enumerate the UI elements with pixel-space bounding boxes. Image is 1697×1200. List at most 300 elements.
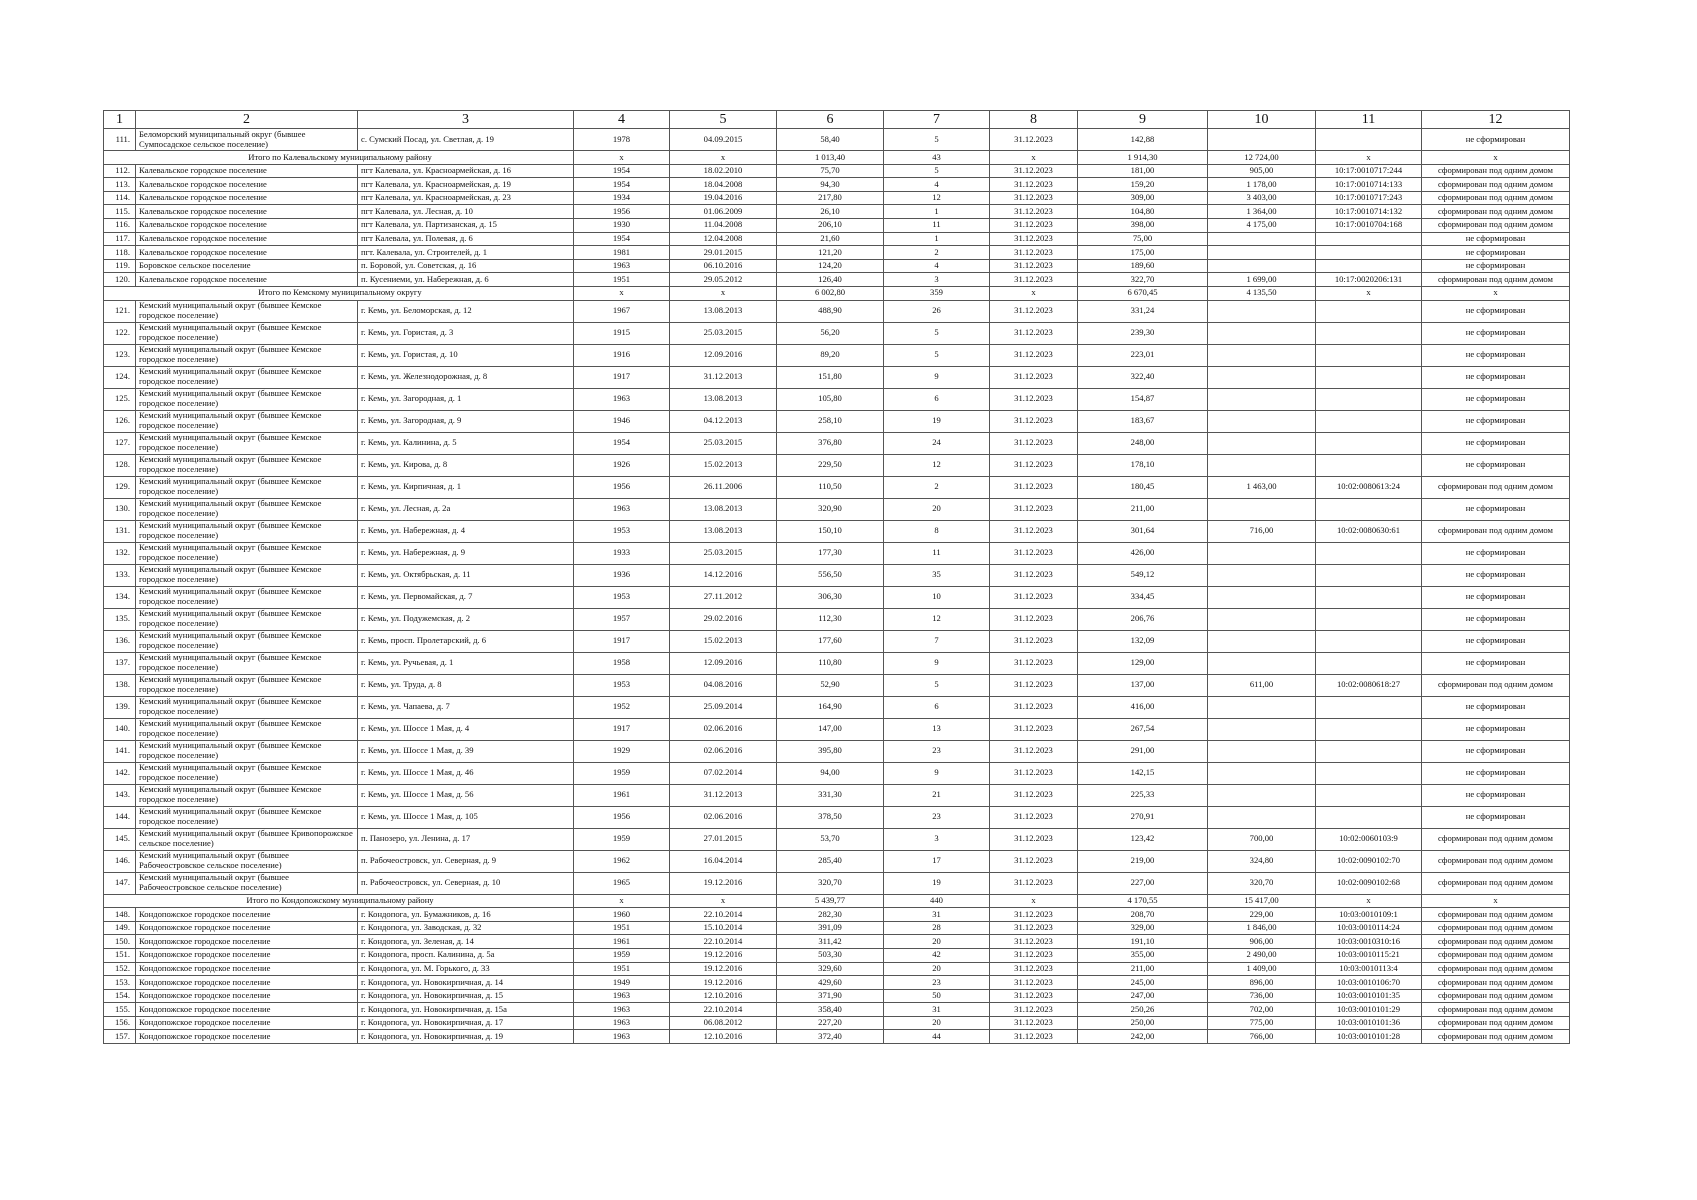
municipality-cell: Кондопожское городское поселение <box>136 1003 358 1017</box>
value-cell: 270,91 <box>1078 806 1208 828</box>
area-cell: 110,80 <box>777 652 884 674</box>
residents-cell: 35 <box>884 564 990 586</box>
year-cell: 1916 <box>574 344 670 366</box>
area-cell: 52,90 <box>777 674 884 696</box>
land-status-cell: не сформирован <box>1422 740 1570 762</box>
date-cell: 18.02.2010 <box>670 164 777 178</box>
municipality-cell: Кондопожское городское поселение <box>136 948 358 962</box>
municipality-cell: Кемский муниципальный округ (бывшее Кемское городское поселение) <box>136 652 358 674</box>
date-cell: 19.12.2016 <box>670 962 777 976</box>
row-number-cell: 140. <box>104 718 136 740</box>
planned-date-cell: 31.12.2023 <box>990 366 1078 388</box>
area-cell: 21,60 <box>777 232 884 246</box>
subtotal-cell: 43 <box>884 151 990 165</box>
address-cell: г. Кондопога, ул. Новокирпичная, д. 19 <box>358 1030 574 1044</box>
municipality-cell: Калевальское городское поселение <box>136 191 358 205</box>
planned-date-cell: 31.12.2023 <box>990 586 1078 608</box>
area-cell: 331,30 <box>777 784 884 806</box>
address-cell: пгт Калевала, ул. Партизанская, д. 15 <box>358 218 574 232</box>
address-cell: г. Кемь, ул. Загородная, д. 1 <box>358 388 574 410</box>
area-cell: 206,10 <box>777 218 884 232</box>
land-status-cell: не сформирован <box>1422 696 1570 718</box>
row-number-cell: 142. <box>104 762 136 784</box>
residents-cell: 50 <box>884 989 990 1003</box>
column-header: 6 <box>777 111 884 129</box>
planned-date-cell: 31.12.2023 <box>990 608 1078 630</box>
municipality-cell: Кемский муниципальный округ (бывшее Кемское городское поселение) <box>136 322 358 344</box>
area-cell: 306,30 <box>777 586 884 608</box>
planned-date-cell: 31.12.2023 <box>990 1016 1078 1030</box>
row-number-cell: 135. <box>104 608 136 630</box>
cadastral-number-cell: 10:02:0080630:61 <box>1316 520 1422 542</box>
address-cell: г. Кемь, ул. Набережная, д. 9 <box>358 542 574 564</box>
planned-date-cell: 31.12.2023 <box>990 164 1078 178</box>
land-area-cell: 1 178,00 <box>1208 178 1316 192</box>
land-area-cell: 896,00 <box>1208 976 1316 990</box>
subtotal-cell: 359 <box>884 286 990 300</box>
cadastral-number-cell <box>1316 542 1422 564</box>
table-row <box>104 718 1570 740</box>
land-status-cell: не сформирован <box>1422 246 1570 260</box>
municipality-cell: Калевальское городское поселение <box>136 218 358 232</box>
land-area-cell <box>1208 542 1316 564</box>
municipality-cell: Кемский муниципальный округ (бывшее Кемское городское поселение) <box>136 674 358 696</box>
value-cell: 355,00 <box>1078 948 1208 962</box>
table-row <box>104 976 1570 990</box>
date-cell: 27.11.2012 <box>670 586 777 608</box>
land-area-cell: 324,80 <box>1208 850 1316 872</box>
municipality-cell: Кондопожское городское поселение <box>136 935 358 949</box>
year-cell: 1952 <box>574 696 670 718</box>
year-cell: 1978 <box>574 129 670 151</box>
value-cell: 123,42 <box>1078 828 1208 850</box>
date-cell: 19.12.2016 <box>670 872 777 894</box>
residents-cell: 19 <box>884 872 990 894</box>
row-number-cell: 157. <box>104 1030 136 1044</box>
value-cell: 242,00 <box>1078 1030 1208 1044</box>
address-cell: г. Кемь, ул. Набережная, д. 4 <box>358 520 574 542</box>
year-cell: 1963 <box>574 989 670 1003</box>
planned-date-cell: 31.12.2023 <box>990 989 1078 1003</box>
value-cell: 75,00 <box>1078 232 1208 246</box>
land-status-cell: не сформирован <box>1422 366 1570 388</box>
land-status-cell: не сформирован <box>1422 564 1570 586</box>
table-row <box>104 674 1570 696</box>
subtotal-label: Итого по Кондопожскому муниципальному району <box>104 894 574 908</box>
residents-cell: 31 <box>884 1003 990 1017</box>
row-number-cell: 137. <box>104 652 136 674</box>
value-cell: 223,01 <box>1078 344 1208 366</box>
column-header: 12 <box>1422 111 1570 129</box>
residents-cell: 5 <box>884 129 990 151</box>
land-status-cell: сформирован под одним домом <box>1422 948 1570 962</box>
municipality-cell: Кемский муниципальный округ (бывшее Кемское городское поселение) <box>136 498 358 520</box>
area-cell: 177,30 <box>777 542 884 564</box>
planned-date-cell: 31.12.2023 <box>990 674 1078 696</box>
area-cell: 429,60 <box>777 976 884 990</box>
land-area-cell: 3 403,00 <box>1208 191 1316 205</box>
land-status-cell: сформирован под одним домом <box>1422 1030 1570 1044</box>
table-row <box>104 178 1570 192</box>
municipality-cell: Кемский муниципальный округ (бывшее Рабочеостровское сельское поселение) <box>136 850 358 872</box>
table-row <box>104 454 1570 476</box>
cadastral-number-cell <box>1316 432 1422 454</box>
table-row <box>104 806 1570 828</box>
land-status-cell: сформирован под одним домом <box>1422 908 1570 922</box>
year-cell: 1956 <box>574 806 670 828</box>
date-cell: 12.10.2016 <box>670 1030 777 1044</box>
row-number-cell: 144. <box>104 806 136 828</box>
table-row <box>104 586 1570 608</box>
residents-cell: 20 <box>884 962 990 976</box>
land-area-cell <box>1208 806 1316 828</box>
planned-date-cell: 31.12.2023 <box>990 273 1078 287</box>
area-cell: 329,60 <box>777 962 884 976</box>
land-status-cell: не сформирован <box>1422 322 1570 344</box>
address-cell: г. Кондопога, ул. Новокирпичная, д. 14 <box>358 976 574 990</box>
residents-cell: 20 <box>884 1016 990 1030</box>
date-cell: 31.12.2013 <box>670 366 777 388</box>
residents-cell: 3 <box>884 273 990 287</box>
land-area-cell: 1 699,00 <box>1208 273 1316 287</box>
area-cell: 229,50 <box>777 454 884 476</box>
land-area-cell <box>1208 410 1316 432</box>
area-cell: 150,10 <box>777 520 884 542</box>
table-row <box>104 921 1570 935</box>
cadastral-number-cell: 10:03:0010101:28 <box>1316 1030 1422 1044</box>
area-cell: 217,80 <box>777 191 884 205</box>
table-row <box>104 218 1570 232</box>
cadastral-number-cell: 10:17:0010714:133 <box>1316 178 1422 192</box>
year-cell: 1981 <box>574 246 670 260</box>
date-cell: 29.05.2012 <box>670 273 777 287</box>
table-row <box>104 608 1570 630</box>
land-status-cell: сформирован под одним домом <box>1422 191 1570 205</box>
value-cell: 426,00 <box>1078 542 1208 564</box>
table-row <box>104 366 1570 388</box>
value-cell: 159,20 <box>1078 178 1208 192</box>
residents-cell: 9 <box>884 652 990 674</box>
municipality-cell: Кемский муниципальный округ (бывшее Кемское городское поселение) <box>136 762 358 784</box>
row-number-cell: 129. <box>104 476 136 498</box>
address-cell: г. Кондопога, ул. Зеленая, д. 14 <box>358 935 574 949</box>
area-cell: 358,40 <box>777 1003 884 1017</box>
land-status-cell: не сформирован <box>1422 388 1570 410</box>
address-cell: г. Кемь, ул. Шоссе 1 Мая, д. 56 <box>358 784 574 806</box>
address-cell: г. Кемь, ул. Шоссе 1 Мая, д. 4 <box>358 718 574 740</box>
area-cell: 151,80 <box>777 366 884 388</box>
year-cell: 1954 <box>574 164 670 178</box>
subtotal-cell: x <box>1422 894 1570 908</box>
land-area-cell <box>1208 129 1316 151</box>
land-status-cell: не сформирован <box>1422 259 1570 273</box>
area-cell: 320,90 <box>777 498 884 520</box>
date-cell: 07.02.2014 <box>670 762 777 784</box>
year-cell: 1934 <box>574 191 670 205</box>
subtotal-label: Итого по Калевальскому муниципальному району <box>104 151 574 165</box>
planned-date-cell: 31.12.2023 <box>990 454 1078 476</box>
land-area-cell: 702,00 <box>1208 1003 1316 1017</box>
table-row <box>104 232 1570 246</box>
row-number-cell: 125. <box>104 388 136 410</box>
year-cell: 1936 <box>574 564 670 586</box>
planned-date-cell: 31.12.2023 <box>990 921 1078 935</box>
area-cell: 320,70 <box>777 872 884 894</box>
row-number-cell: 132. <box>104 542 136 564</box>
land-area-cell: 320,70 <box>1208 872 1316 894</box>
housing-table <box>103 110 1570 1044</box>
land-status-cell: не сформирован <box>1422 129 1570 151</box>
planned-date-cell: 31.12.2023 <box>990 762 1078 784</box>
municipality-cell: Кемский муниципальный округ (бывшее Кемское городское поселение) <box>136 476 358 498</box>
planned-date-cell: 31.12.2023 <box>990 1003 1078 1017</box>
planned-date-cell: 31.12.2023 <box>990 828 1078 850</box>
area-cell: 227,20 <box>777 1016 884 1030</box>
planned-date-cell: 31.12.2023 <box>990 520 1078 542</box>
residents-cell: 11 <box>884 218 990 232</box>
cadastral-number-cell <box>1316 564 1422 586</box>
row-number-cell: 150. <box>104 935 136 949</box>
residents-cell: 2 <box>884 246 990 260</box>
date-cell: 22.10.2014 <box>670 908 777 922</box>
cadastral-number-cell <box>1316 232 1422 246</box>
date-cell: 15.02.2013 <box>670 630 777 652</box>
year-cell: 1961 <box>574 935 670 949</box>
subtotal-cell: x <box>1422 286 1570 300</box>
value-cell: 211,00 <box>1078 962 1208 976</box>
year-cell: 1949 <box>574 976 670 990</box>
subtotal-row <box>104 894 1570 908</box>
column-header: 1 <box>104 111 136 129</box>
area-cell: 378,50 <box>777 806 884 828</box>
land-area-cell: 4 175,00 <box>1208 218 1316 232</box>
column-header: 9 <box>1078 111 1208 129</box>
residents-cell: 24 <box>884 432 990 454</box>
planned-date-cell: 31.12.2023 <box>990 300 1078 322</box>
address-cell: г. Кемь, ул. Железнодорожная, д. 8 <box>358 366 574 388</box>
area-cell: 53,70 <box>777 828 884 850</box>
planned-date-cell: 31.12.2023 <box>990 246 1078 260</box>
municipality-cell: Кондопожское городское поселение <box>136 976 358 990</box>
table-row <box>104 191 1570 205</box>
area-cell: 395,80 <box>777 740 884 762</box>
date-cell: 18.04.2008 <box>670 178 777 192</box>
municipality-cell: Кемский муниципальный округ (бывшее Кемское городское поселение) <box>136 344 358 366</box>
area-cell: 58,40 <box>777 129 884 151</box>
municipality-cell: Кемский муниципальный округ (бывшее Кемское городское поселение) <box>136 630 358 652</box>
land-status-cell: не сформирован <box>1422 498 1570 520</box>
value-cell: 247,00 <box>1078 989 1208 1003</box>
table-row <box>104 989 1570 1003</box>
land-area-cell <box>1208 388 1316 410</box>
date-cell: 04.09.2015 <box>670 129 777 151</box>
municipality-cell: Кемский муниципальный округ (бывшее Кемское городское поселение) <box>136 542 358 564</box>
year-cell: 1946 <box>574 410 670 432</box>
address-cell: п. Кусениеми, ул. Набережная, д. 6 <box>358 273 574 287</box>
date-cell: 12.09.2016 <box>670 652 777 674</box>
municipality-cell: Калевальское городское поселение <box>136 273 358 287</box>
cadastral-number-cell <box>1316 696 1422 718</box>
table-row <box>104 410 1570 432</box>
residents-cell: 44 <box>884 1030 990 1044</box>
municipality-cell: Кемский муниципальный округ (бывшее Кемское городское поселение) <box>136 696 358 718</box>
value-cell: 549,12 <box>1078 564 1208 586</box>
column-header: 7 <box>884 111 990 129</box>
residents-cell: 9 <box>884 366 990 388</box>
land-area-cell: 906,00 <box>1208 935 1316 949</box>
value-cell: 175,00 <box>1078 246 1208 260</box>
date-cell: 15.02.2013 <box>670 454 777 476</box>
cadastral-number-cell: 10:03:0010101:35 <box>1316 989 1422 1003</box>
residents-cell: 42 <box>884 948 990 962</box>
year-cell: 1963 <box>574 388 670 410</box>
date-cell: 25.03.2015 <box>670 432 777 454</box>
subtotal-cell: x <box>574 894 670 908</box>
date-cell: 15.10.2014 <box>670 921 777 935</box>
residents-cell: 2 <box>884 476 990 498</box>
cadastral-number-cell <box>1316 344 1422 366</box>
value-cell: 416,00 <box>1078 696 1208 718</box>
municipality-cell: Кондопожское городское поселение <box>136 921 358 935</box>
land-area-cell <box>1208 630 1316 652</box>
value-cell: 329,00 <box>1078 921 1208 935</box>
year-cell: 1917 <box>574 366 670 388</box>
residents-cell: 5 <box>884 164 990 178</box>
value-cell: 189,60 <box>1078 259 1208 273</box>
year-cell: 1963 <box>574 1030 670 1044</box>
residents-cell: 19 <box>884 410 990 432</box>
table-row <box>104 1016 1570 1030</box>
value-cell: 225,33 <box>1078 784 1208 806</box>
area-cell: 89,20 <box>777 344 884 366</box>
subtotal-cell: 4 135,50 <box>1208 286 1316 300</box>
planned-date-cell: 31.12.2023 <box>990 976 1078 990</box>
cadastral-number-cell <box>1316 740 1422 762</box>
municipality-cell: Кондопожское городское поселение <box>136 908 358 922</box>
subtotal-cell: 440 <box>884 894 990 908</box>
year-cell: 1954 <box>574 232 670 246</box>
row-number-cell: 124. <box>104 366 136 388</box>
value-cell: 211,00 <box>1078 498 1208 520</box>
cadastral-number-cell: 10:02:0080618:27 <box>1316 674 1422 696</box>
planned-date-cell: 31.12.2023 <box>990 784 1078 806</box>
planned-date-cell: 31.12.2023 <box>990 962 1078 976</box>
municipality-cell: Боровское сельское поселение <box>136 259 358 273</box>
table-row <box>104 246 1570 260</box>
value-cell: 219,00 <box>1078 850 1208 872</box>
row-number-cell: 113. <box>104 178 136 192</box>
year-cell: 1967 <box>574 300 670 322</box>
cadastral-number-cell <box>1316 129 1422 151</box>
cadastral-number-cell <box>1316 322 1422 344</box>
land-status-cell: не сформирован <box>1422 542 1570 564</box>
column-header: 5 <box>670 111 777 129</box>
area-cell: 121,20 <box>777 246 884 260</box>
row-number-cell: 118. <box>104 246 136 260</box>
residents-cell: 12 <box>884 454 990 476</box>
table-row <box>104 762 1570 784</box>
table-row <box>104 344 1570 366</box>
address-cell: п. Рабочеостровск, ул. Северная, д. 10 <box>358 872 574 894</box>
column-header: 11 <box>1316 111 1422 129</box>
row-number-cell: 120. <box>104 273 136 287</box>
land-status-cell: не сформирован <box>1422 762 1570 784</box>
municipality-cell: Кемский муниципальный округ (бывшее Кемское городское поселение) <box>136 806 358 828</box>
date-cell: 06.08.2012 <box>670 1016 777 1030</box>
value-cell: 250,00 <box>1078 1016 1208 1030</box>
land-area-cell: 766,00 <box>1208 1030 1316 1044</box>
area-cell: 376,80 <box>777 432 884 454</box>
address-cell: г. Кондопога, ул. Заводская, д. 32 <box>358 921 574 935</box>
address-cell: пгт Калевала, ул. Красноармейская, д. 19 <box>358 178 574 192</box>
row-number-cell: 148. <box>104 908 136 922</box>
land-area-cell: 775,00 <box>1208 1016 1316 1030</box>
land-status-cell: сформирован под одним домом <box>1422 935 1570 949</box>
land-status-cell: сформирован под одним домом <box>1422 164 1570 178</box>
address-cell: г. Кондопога, ул. Бумажников, д. 16 <box>358 908 574 922</box>
cadastral-number-cell <box>1316 718 1422 740</box>
year-cell: 1959 <box>574 828 670 850</box>
planned-date-cell: 31.12.2023 <box>990 908 1078 922</box>
municipality-cell: Калевальское городское поселение <box>136 232 358 246</box>
municipality-cell: Калевальское городское поселение <box>136 205 358 219</box>
row-number-cell: 115. <box>104 205 136 219</box>
table-row <box>104 962 1570 976</box>
table-row <box>104 129 1570 151</box>
planned-date-cell: 31.12.2023 <box>990 129 1078 151</box>
municipality-cell: Кемский муниципальный округ (бывшее Кемское городское поселение) <box>136 410 358 432</box>
municipality-cell: Беломорский муниципальный округ (бывшее Сумпосадское сельское поселение) <box>136 129 358 151</box>
cadastral-number-cell <box>1316 300 1422 322</box>
value-cell: 180,45 <box>1078 476 1208 498</box>
value-cell: 227,00 <box>1078 872 1208 894</box>
residents-cell: 26 <box>884 300 990 322</box>
value-cell: 245,00 <box>1078 976 1208 990</box>
residents-cell: 5 <box>884 322 990 344</box>
value-cell: 301,64 <box>1078 520 1208 542</box>
area-cell: 311,42 <box>777 935 884 949</box>
land-status-cell: сформирован под одним домом <box>1422 273 1570 287</box>
table-row <box>104 740 1570 762</box>
land-area-cell <box>1208 608 1316 630</box>
area-cell: 285,40 <box>777 850 884 872</box>
cadastral-number-cell: 10:03:0010310:16 <box>1316 935 1422 949</box>
address-cell: г. Кемь, просп. Пролетарский, д. 6 <box>358 630 574 652</box>
table-row <box>104 498 1570 520</box>
column-header: 10 <box>1208 111 1316 129</box>
residents-cell: 8 <box>884 520 990 542</box>
address-cell: г. Кемь, ул. Шоссе 1 Мая, д. 105 <box>358 806 574 828</box>
row-number-cell: 143. <box>104 784 136 806</box>
row-number-cell: 151. <box>104 948 136 962</box>
year-cell: 1962 <box>574 850 670 872</box>
cadastral-number-cell <box>1316 784 1422 806</box>
land-area-cell: 1 846,00 <box>1208 921 1316 935</box>
municipality-cell: Калевальское городское поселение <box>136 178 358 192</box>
planned-date-cell: 31.12.2023 <box>990 1030 1078 1044</box>
planned-date-cell: 31.12.2023 <box>990 232 1078 246</box>
table-row <box>104 630 1570 652</box>
row-number-cell: 153. <box>104 976 136 990</box>
land-area-cell: 1 463,00 <box>1208 476 1316 498</box>
residents-cell: 11 <box>884 542 990 564</box>
municipality-cell: Кемский муниципальный округ (бывшее Кемское городское поселение) <box>136 740 358 762</box>
residents-cell: 6 <box>884 696 990 718</box>
subtotal-cell: x <box>1316 894 1422 908</box>
value-cell: 331,24 <box>1078 300 1208 322</box>
residents-cell: 6 <box>884 388 990 410</box>
row-number-cell: 119. <box>104 259 136 273</box>
